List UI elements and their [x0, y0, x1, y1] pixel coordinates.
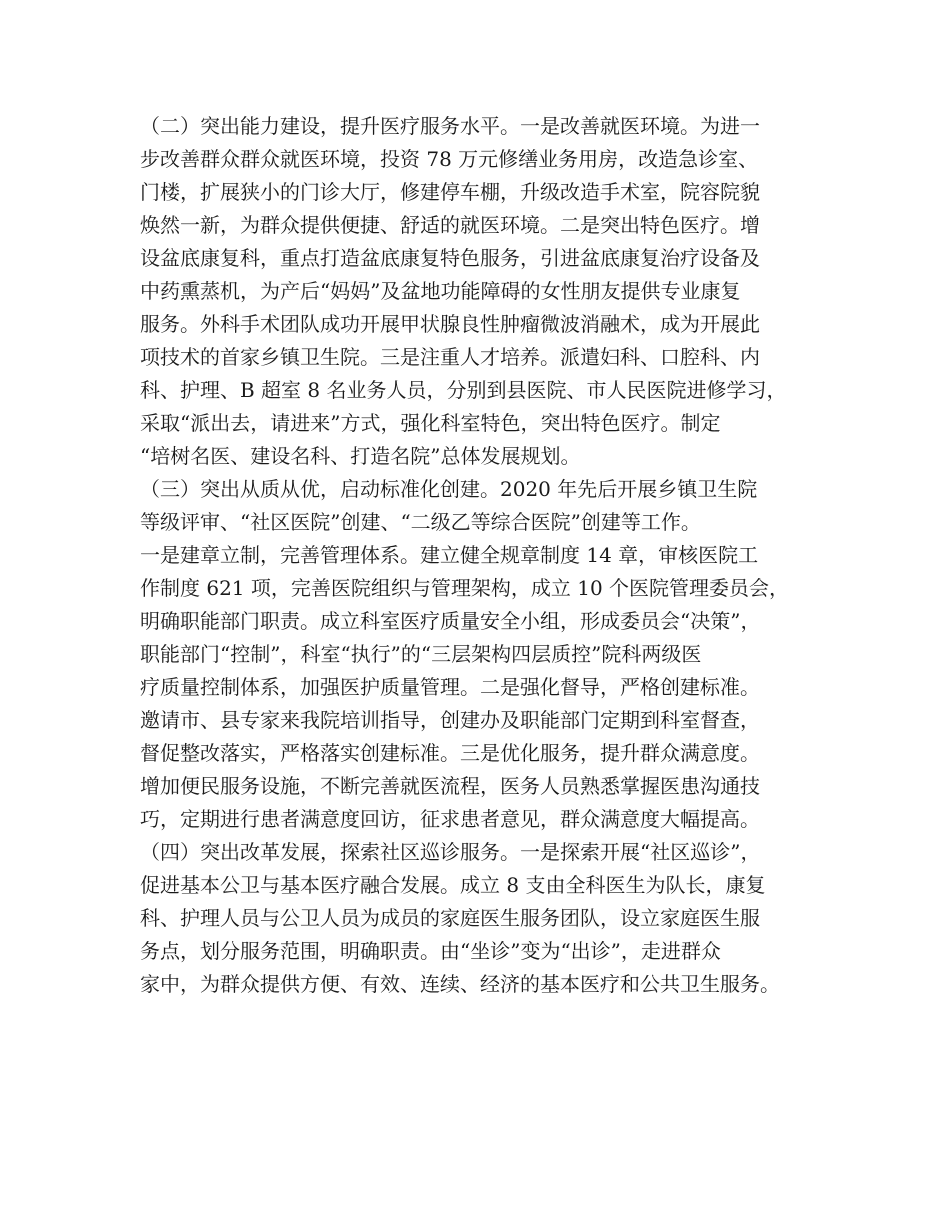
- text-line: 焕然一新，为群众提供便捷、舒适的就医环境。二是突出特色医疗。增: [140, 213, 760, 237]
- text-line: （四）突出改革发展，探索社区巡诊服务。一是探索开展“社区巡诊”，: [140, 840, 761, 864]
- text-line: 一是建章立制，完善管理体系。建立健全规章制度 14 章，审核医院工: [140, 543, 759, 567]
- text-line: 门楼，扩展狭小的门诊大厅，修建停车棚，升级改造手术室，院容院貌: [140, 180, 760, 204]
- text-line: 设盆底康复科，重点打造盆底康复特色服务，引进盆底康复治疗设备及: [140, 246, 760, 270]
- text-line: 明确职能部门职责。成立科室医疗质量安全小组，形成委员会“决策”，: [140, 609, 761, 633]
- text-line: （三）突出从质从优，启动标准化创建。2020 年先后开展乡镇卫生院: [140, 477, 758, 501]
- text-line: 科、护理人员与公卫人员为成员的家庭医生服务团队，设立家庭医生服: [140, 906, 760, 930]
- text-line: 疗质量控制体系，加强医护质量管理。二是强化督导，严格创建标准。: [140, 675, 760, 699]
- text-line: 家中，为群众提供方便、有效、连续、经济的基本医疗和公共卫生服务。: [140, 972, 780, 996]
- text-line: “培树名医、建设名科、打造名院”总体发展规划。: [140, 444, 581, 468]
- text-line: 作制度 621 项，完善医院组织与管理架构，成立 10 个医院管理委员会，: [140, 576, 790, 600]
- text-line: 服务。外科手术团队成功开展甲状腺良性肿瘤微波消融术，成为开展此: [140, 312, 760, 336]
- text-line: 中药熏蒸机，为产后“妈妈”及盆地功能障碍的女性朋友提供专业康复: [140, 279, 741, 303]
- text-line: 督促整改落实，严格落实创建标准。三是优化服务，提升群众满意度。: [140, 741, 760, 765]
- text-line: 项技术的首家乡镇卫生院。三是注重人才培养。派遣妇科、口腔科、内: [140, 345, 760, 369]
- document-body: [140, 110, 830, 1001]
- text-line: 巧，定期进行患者满意度回访，征求患者意见，群众满意度大幅提高。: [140, 807, 760, 831]
- text-line: （二）突出能力建设，提升医疗服务水平。一是改善就医环境。为进一: [140, 114, 760, 138]
- text-line: 邀请市、县专家来我院培训指导，创建办及职能部门定期到科室督查，: [140, 708, 760, 732]
- text-line: 务点，划分服务范围，明确职责。由“坐诊”变为“出诊”，走进群众: [140, 939, 721, 963]
- text-line: 等级评审、“社区医院”创建、“二级乙等综合医院”创建等工作。: [140, 510, 701, 534]
- text-line: 步改善群众群众就医环境，投资 78 万元修缮业务用房，改造急诊室、: [140, 147, 759, 171]
- text-line: 增加便民服务设施，不断完善就医流程，医务人员熟悉掌握医患沟通技: [140, 774, 760, 798]
- text-line: 科、护理、B 超室 8 名业务人员，分别到县医院、市人民医院进修学习，: [140, 378, 787, 402]
- text-line: 采取“派出去，请进来”方式，强化科室特色，突出特色医疗。制定: [140, 411, 721, 435]
- text-line: 促进基本公卫与基本医疗融合发展。成立 8 支由全科医生为队长，康复: [140, 873, 766, 897]
- text-line: 职能部门“控制”，科室“执行”的“三层架构四层质控”院科两级医: [140, 642, 702, 666]
